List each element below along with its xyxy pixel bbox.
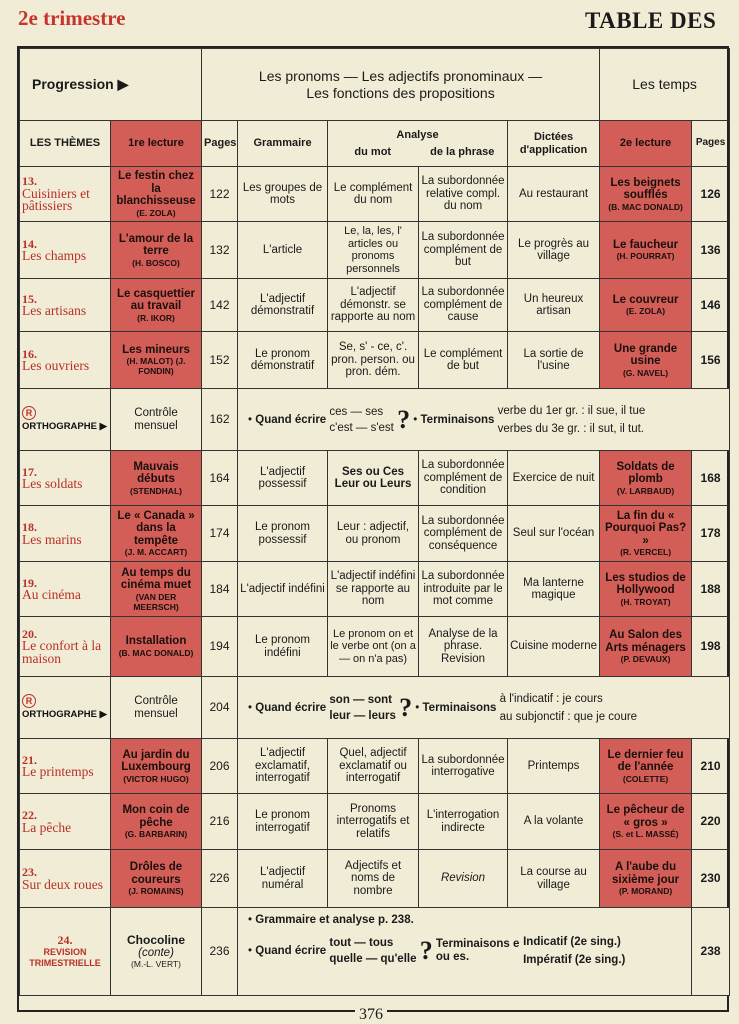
analyse-phrase-cell: La subordonnée complément de condition <box>419 451 508 506</box>
lesson-row <box>20 739 730 794</box>
terminaisons-label: Terminaisons <box>422 701 497 714</box>
theme-cell <box>20 279 111 332</box>
page-number-2: 126 <box>692 167 730 222</box>
theme-cell <box>20 562 111 617</box>
lecture1-cell <box>111 167 202 222</box>
lecture1-author: (J. M. ACCART) <box>124 547 188 558</box>
word-pair-1: tout — tous <box>329 936 394 949</box>
lecture2-cell <box>600 850 692 908</box>
theme-name: Les soldats <box>22 476 83 491</box>
lecture2-cell <box>600 451 692 506</box>
analyse-mot-cell: Se, s' - ce, c'. pron. person. ou pron. dém. <box>328 332 419 389</box>
lecture2-cell <box>600 167 692 222</box>
lesson-number: 17. <box>22 464 37 479</box>
lesson-row <box>20 506 730 562</box>
terminaison-2: au subjonctif : que je coure <box>499 710 638 723</box>
page-number: 174 <box>202 506 238 562</box>
lecture2-title: Les studios de Hollywood <box>605 571 686 596</box>
lecture2-cell <box>600 332 692 389</box>
lecture2-title: Le faucheur <box>612 238 679 251</box>
grammaire-cell: Le pronom démonstratif <box>238 332 328 389</box>
lesson-row <box>20 451 730 506</box>
dictee-cell: Le progrès au village <box>508 222 600 279</box>
lecture2-author: (COLETTE) <box>622 773 669 784</box>
dictee-cell: A la volante <box>508 794 600 850</box>
analyse-phrase-cell: La subordonnée complément de but <box>419 222 508 279</box>
dictee-cell: Seul sur l'océan <box>508 506 600 562</box>
lesson-row <box>20 562 730 617</box>
analyse-phrase-cell: Analyse de la phrase. Revision <box>419 617 508 677</box>
question-mark-icon: ? <box>399 692 413 722</box>
lecture1-cell <box>111 617 202 677</box>
terminaisons-label: Terminaisons e ou es. <box>435 938 520 963</box>
registered-icon: R <box>22 694 36 708</box>
lecture2-title: La fin du « Pourquoi Pas? » <box>604 509 687 547</box>
lesson-row <box>20 167 730 222</box>
controle-mensuel: Contrôle mensuel <box>111 389 202 451</box>
orthographe-label: ORTHOGRAPHE ▶ <box>22 708 107 720</box>
word-pairs <box>329 935 416 967</box>
column-header-row <box>20 121 730 167</box>
lesson-row <box>20 332 730 389</box>
revision-grammaire: Grammaire et analyse p. 238. <box>255 914 414 926</box>
lecture1-cell <box>111 506 202 562</box>
word-pairs <box>329 692 395 724</box>
lecture1-title: Le casquettier au travail <box>117 287 195 312</box>
lecture1-cell <box>111 794 202 850</box>
lesson-number: 16. <box>22 346 37 361</box>
analyse-mot-cell: Le complément du nom <box>328 167 419 222</box>
terminaisons-list <box>500 690 637 726</box>
word-pair-2: leur — leurs <box>329 709 396 722</box>
lecture2-cell <box>600 506 692 562</box>
lecture1-author: (J. ROMAINS) <box>128 886 184 896</box>
revision-number: 24. <box>57 933 73 948</box>
grammaire-cell: Les groupes de mots <box>238 167 328 222</box>
theme-cell <box>20 506 111 562</box>
word-pair-1: ces — ses <box>329 405 384 418</box>
theme-name: Au cinéma <box>22 587 81 602</box>
topic-line-1: Les pronoms — Les adjectifs pronominaux — <box>258 67 543 84</box>
table-title: TABLE DES <box>585 8 717 33</box>
theme-name: Les ouvriers <box>22 358 90 373</box>
analyse-label: Analyse <box>396 129 439 141</box>
lesson-number: 18. <box>22 520 37 534</box>
lecture2-title: Une grande usine <box>613 342 678 367</box>
progression-topic <box>202 49 600 121</box>
analyse-mot-cell: Pronoms interrogatifs et relatifs <box>328 794 419 850</box>
page-number: 152 <box>202 332 238 389</box>
analyse-phrase-cell: La subordonnée complément de conséquence <box>419 506 508 562</box>
word-pair-1: son — sont <box>329 693 393 706</box>
analyse-mot-cell: Le pronom on et le verbe ont (on a — on n'a pas) <box>328 617 419 677</box>
revision-title: Chocoline <box>127 933 186 947</box>
analyse-mot-cell: L'adjectif démonstr. se rapporte au nom <box>328 279 419 332</box>
lecture2-cell <box>600 279 692 332</box>
lecture2-cell <box>600 562 692 617</box>
page-number-footer: 376 <box>355 1006 387 1024</box>
lecture2-cell <box>600 739 692 794</box>
grammaire-cell: L'adjectif indéfini <box>238 562 328 617</box>
orthographe-label: ORTHOGRAPHE ▶ <box>22 420 107 432</box>
terminaisons-label: Terminaisons <box>420 413 495 426</box>
theme-cell <box>20 739 111 794</box>
lecture1-author: (H. MALOT) (J. FONDIN) <box>126 356 186 377</box>
lecture1-cell <box>111 279 202 332</box>
dictee-cell: Exercice de nuit <box>508 451 600 506</box>
lesson-number: 15. <box>22 291 37 306</box>
lesson-row <box>20 222 730 279</box>
lesson-group-3 <box>20 739 730 908</box>
dictee-cell: Un heureux artisan <box>508 279 600 332</box>
lecture1-cell <box>111 451 202 506</box>
terminaison-1: Indicatif (2e sing.) <box>523 935 621 948</box>
lesson-number: 21. <box>22 752 37 767</box>
orthographe-content: • Quand écrire ces — ses c'est — s'est ? • Terminaisons verbe du 1er gr. : il sue, il tue verbes du 3e gr. : il sut, il tut. <box>238 389 730 451</box>
revision-lecture-cell <box>111 908 202 996</box>
theme-cell <box>20 850 111 908</box>
theme-name: Le printemps <box>22 764 94 779</box>
theme-name: Les champs <box>22 248 87 263</box>
lecture1-title: Les mineurs <box>122 343 190 356</box>
lecture2-title: Les beignets soufflés <box>610 176 681 201</box>
quand-ecrire: Quand écrire <box>255 701 327 714</box>
dictee-cell: Cuisine moderne <box>508 617 600 677</box>
lecture1-title: Installation <box>125 635 187 648</box>
terminaisons-list <box>523 933 625 969</box>
analyse-phrase-cell: Le complément de but <box>419 332 508 389</box>
lesson-number: 22. <box>22 808 37 822</box>
word-pair-2: quelle — qu'elle <box>329 952 417 965</box>
lesson-group-1 <box>20 167 730 389</box>
page-number: 216 <box>202 794 238 850</box>
lecture1-title: Drôles de coureurs <box>129 861 183 886</box>
page-number-2: 188 <box>692 562 730 617</box>
lecture2-author: (R. VERCEL) <box>620 547 672 558</box>
theme-name: Les marins <box>22 531 82 547</box>
col-pages2: Pages <box>692 121 730 167</box>
lecture2-cell <box>600 617 692 677</box>
revision-page-number: 236 <box>202 908 238 996</box>
lecture1-title: Le « Canada » dans la tempête <box>117 509 195 547</box>
lecture1-cell <box>111 850 202 908</box>
lesson-number: 14. <box>22 236 37 251</box>
analyse-mot-cell: Quel, adjectif exclamatif ou interrogatif <box>328 739 419 794</box>
lecture1-title: Mauvais débuts <box>133 460 179 485</box>
page-number-2: 198 <box>692 617 730 677</box>
analyse-mot-cell: Leur : adjectif, ou pronom <box>328 506 419 562</box>
analyse-phrase-cell: La subordonnée interrogative <box>419 739 508 794</box>
revision-author: (M.-L. VERT) <box>131 959 181 969</box>
grammaire-cell: L'adjectif exclamatif, interrogatif <box>238 739 328 794</box>
theme-cell <box>20 451 111 506</box>
lecture1-author: (G. BARBARIN) <box>124 829 188 839</box>
dictee-cell: La course au village <box>508 850 600 908</box>
lecture2-cell <box>600 794 692 850</box>
lecture2-title: Le couvreur <box>612 293 679 306</box>
analyse-subheaders <box>328 146 507 159</box>
theme-name: Cuisiniers et pâtissiers <box>22 185 90 214</box>
terminaison-2: Impératif (2e sing.) <box>523 953 626 966</box>
lecture1-cell <box>111 332 202 389</box>
terminaison-1: verbe du 1er gr. : il sue, il tue <box>497 404 646 417</box>
analyse-phrase-cell: Revision <box>419 850 508 908</box>
lecture2-author: (P. DEVAUX) <box>620 654 671 664</box>
grammaire-cell: Le pronom possessif <box>238 506 328 562</box>
topic-line-2: Les fonctions des propositions <box>306 84 495 101</box>
dictee-cell: Ma lanterne magique <box>508 562 600 617</box>
grammaire-cell: L'adjectif numéral <box>238 850 328 908</box>
quand-ecrire: Quand écrire <box>255 413 327 426</box>
terminaison-1: à l'indicatif : je cours <box>499 692 603 705</box>
lecture1-title: Au temps du cinéma muet <box>120 566 192 591</box>
col-lecture2: 2e lecture <box>600 121 692 167</box>
lecture2-author: (G. NAVEL) <box>622 367 669 378</box>
dictee-cell: La sortie de l'usine <box>508 332 600 389</box>
controle-mensuel: Contrôle mensuel <box>111 677 202 739</box>
theme-cell <box>20 332 111 389</box>
lecture2-title: Au Salon des Arts ménagers <box>605 629 686 654</box>
col-lecture1: 1re lecture <box>111 121 202 167</box>
analyse-mot-cell: L'adjectif indéfini se rapporte au nom <box>328 562 419 617</box>
lecture2-author: (S. et L. MASSÉ) <box>612 829 679 839</box>
lecture2-author: (E. ZOLA) <box>625 306 666 317</box>
col-pages: Pages <box>202 121 238 167</box>
lecture2-author: (H. TROYAT) <box>620 596 671 607</box>
grammaire-cell: Le pronom indéfini <box>238 617 328 677</box>
page-number: 164 <box>202 451 238 506</box>
orthographe-label-cell <box>20 677 111 739</box>
lesson-row <box>20 794 730 850</box>
orthographe-row <box>20 389 730 451</box>
page-number: 132 <box>202 222 238 279</box>
lesson-number: 13. <box>22 174 37 189</box>
ortho-page-number: 162 <box>202 389 238 451</box>
lecture1-author: (H. BOSCO) <box>132 257 180 268</box>
trimester-title: 2e trimestre <box>18 6 126 30</box>
lesson-number: 19. <box>22 575 37 590</box>
col-de-la-phrase: de la phrase <box>430 145 495 158</box>
theme-cell <box>20 167 111 222</box>
orthographe-content: • Quand écrire son — sont leur — leurs ? • Terminaisons à l'indicatif : je cours au subjonctif : que je coure <box>238 677 730 739</box>
analyse-phrase-cell: L'interrogation indirecte <box>419 794 508 850</box>
theme-name: Sur deux roues <box>22 876 103 892</box>
lecture2-title: Le pêcheur de « gros » <box>606 804 685 829</box>
theme-cell <box>20 617 111 677</box>
revision-page-number-2: 238 <box>692 908 730 996</box>
registered-icon: R <box>22 406 36 420</box>
page-number: 206 <box>202 739 238 794</box>
page-number-2: 230 <box>692 850 730 908</box>
page-number-2: 146 <box>692 279 730 332</box>
analyse-phrase-cell: La subordonnée relative compl. du nom <box>419 167 508 222</box>
page-number: 226 <box>202 850 238 908</box>
lecture2-title: Soldats de plomb <box>616 460 675 485</box>
lecture1-author: (R. IKOR) <box>137 312 175 323</box>
theme-name: Les artisans <box>22 303 87 318</box>
dictee-cell: Au restaurant <box>508 167 600 222</box>
page-number-2: 178 <box>692 506 730 562</box>
lecture1-author: (VICTOR HUGO) <box>123 773 189 784</box>
lecture1-cell <box>111 739 202 794</box>
page-number: 194 <box>202 617 238 677</box>
grammaire-cell: L'adjectif possessif <box>238 451 328 506</box>
lecture2-author: (P. MORAND) <box>618 886 673 896</box>
lecture2-title: A l'aube du sixième jour <box>612 861 680 886</box>
word-pair-2: c'est — s'est <box>329 421 394 434</box>
lecture1-cell <box>111 562 202 617</box>
lecture1-author: (B. MAC DONALD) <box>118 647 194 658</box>
lecture1-title: Mon coin de pêche <box>122 804 190 829</box>
analyse-mot-cell: Adjectifs et noms de nombre <box>328 850 419 908</box>
page-number-2: 210 <box>692 739 730 794</box>
analyse-phrase-cell: La subordonnée introduite par le mot comme <box>419 562 508 617</box>
page-number-2: 168 <box>692 451 730 506</box>
word-pairs <box>329 404 393 436</box>
lesson-number: 20. <box>22 626 37 641</box>
page-number-2: 136 <box>692 222 730 279</box>
grammaire-cell: Le pronom interrogatif <box>238 794 328 850</box>
lecture1-title: Le festin chez la blanchisseuse <box>116 170 196 208</box>
progression-label: Progression ▶ <box>20 49 202 121</box>
orthographe-label-cell <box>20 389 111 451</box>
orthographe-row <box>20 677 730 739</box>
temps-label: Les temps <box>600 49 730 121</box>
lecture2-title: Le dernier feu de l'année <box>607 748 684 773</box>
col-themes: LES THÈMES <box>20 121 111 167</box>
page-number-2: 156 <box>692 332 730 389</box>
revision-label: REVISION TRIMESTRIELLE <box>29 946 101 968</box>
grammaire-cell: L'article <box>238 222 328 279</box>
lecture1-author: (VAN DER MEERSCH) <box>133 591 179 612</box>
theme-cell <box>20 222 111 279</box>
revision-row <box>20 908 730 996</box>
terminaison-2: verbes du 3e gr. : il sut, il tut. <box>497 422 645 435</box>
theme-name: Le confort à la maison <box>22 638 102 666</box>
lecture1-cell <box>111 222 202 279</box>
lecture1-title: L'amour de la terre <box>118 232 194 257</box>
lecture2-cell <box>600 222 692 279</box>
quand-ecrire: Quand écrire <box>255 944 327 957</box>
analyse-mot-cell: Le, la, les, l' articles ou pronoms personnels <box>328 222 419 279</box>
lecture1-title: Au jardin du Luxembourg <box>121 748 191 773</box>
page-number: 142 <box>202 279 238 332</box>
col-du-mot: du mot <box>354 145 392 158</box>
dictee-cell: Printemps <box>508 739 600 794</box>
lesson-number: 23. <box>22 865 37 879</box>
revision-content: • Grammaire et analyse p. 238. • Quand écrire tout — tous quelle — qu'elle ? Terminaisons e ou es. Indicatif (2e sing.) Impératif (2e sing.) <box>238 908 692 996</box>
revision-theme-cell <box>20 908 111 996</box>
lecture1-author: (E. ZOLA) <box>136 207 176 218</box>
lecture1-author: (STENDHAL) <box>130 485 182 496</box>
lecture2-author: (B. MAC DONALD) <box>608 201 683 212</box>
terminaisons-list <box>498 402 646 438</box>
question-mark-icon: ? <box>397 404 411 434</box>
table-of-contents <box>19 48 730 996</box>
ortho-page-number: 204 <box>202 677 238 739</box>
col-grammaire: Grammaire <box>238 121 328 167</box>
col-analyse <box>328 121 508 167</box>
lesson-row <box>20 850 730 908</box>
analyse-phrase-cell: La subordonnée complément de cause <box>419 279 508 332</box>
theme-cell <box>20 794 111 850</box>
progression-row <box>20 49 730 121</box>
question-mark-icon: ? <box>419 935 433 965</box>
lesson-row <box>20 617 730 677</box>
lesson-group-2 <box>20 451 730 677</box>
page-number-2: 220 <box>692 794 730 850</box>
theme-name: La pêche <box>22 819 72 835</box>
lecture2-author: (H. POURRAT) <box>616 251 675 262</box>
revision-genre: (conte) <box>138 946 174 959</box>
lesson-row <box>20 279 730 332</box>
analyse-mot-cell: Ses ou Ces Leur ou Leurs <box>328 451 419 506</box>
page-number: 122 <box>202 167 238 222</box>
lecture2-author: (V. LARBAUD) <box>616 485 675 496</box>
page-number: 184 <box>202 562 238 617</box>
grammaire-cell: L'adjectif démonstratif <box>238 279 328 332</box>
col-dictees: Dictées d'application <box>508 121 600 167</box>
